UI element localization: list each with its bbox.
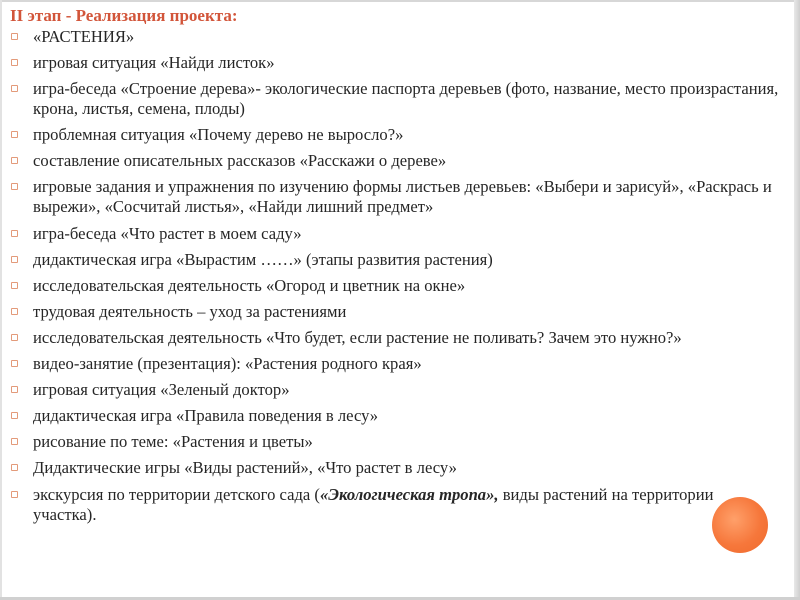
list-item <box>10 250 780 270</box>
list-item-text-part1: экскурсия по территории детского сада ( <box>33 484 320 504</box>
bullet-icon <box>11 33 18 40</box>
list-item-text: игра-беседа «Строение дерева»- экологические паспорта деревьев (фото, название, место произрастания, крона, листья, семена, плоды) <box>33 79 779 119</box>
list-item <box>10 406 780 426</box>
bullet-icon <box>11 183 18 190</box>
bullet-icon <box>11 157 18 164</box>
bullet-icon <box>11 131 18 138</box>
list-item-text: проблемная ситуация «Почему дерево не выросло?» <box>33 125 404 145</box>
bullet-icon <box>11 334 18 341</box>
list-item-text: Дидактические игры «Виды растений», «Что растет в лесу» <box>33 458 457 478</box>
list-item-text: дидактическая игра «Правила поведения в лесу» <box>33 406 379 426</box>
slide-frame-left <box>0 0 2 600</box>
list-item <box>10 432 780 452</box>
list-item-text: «РАСТЕНИЯ» <box>33 27 135 46</box>
list-item-text-part2: виды растений на территории участка). <box>33 484 714 524</box>
bullet-icon <box>11 438 18 445</box>
list-item-text: рисование по теме: «Растения и цветы» <box>33 432 313 452</box>
list-item-excursion <box>10 485 780 525</box>
list-item <box>10 53 780 73</box>
list-item <box>10 27 780 47</box>
bullet-icon <box>11 282 18 289</box>
ecological-path-emphasis: «Экологическая тропа», <box>319 484 499 504</box>
list-item-text: игровые задания и упражнения по изучению формы листьев деревьев: «Выбери и зарисуй», «Раскрась и вырежи», «Сосчитай листья», «Найди лишний предмет» <box>33 177 772 217</box>
bullet-icon <box>11 491 18 498</box>
bullet-icon <box>11 360 18 367</box>
list-item-text: исследовательская деятельность «Что будет, если растение не поливать? Зачем это нужно?» <box>33 327 682 347</box>
bullet-icon <box>11 256 18 263</box>
bullet-icon <box>11 308 18 315</box>
list-item <box>10 125 780 145</box>
bullet-icon <box>11 230 18 237</box>
bullet-icon <box>11 59 18 66</box>
list-item <box>10 276 780 296</box>
list-item-text: игровая ситуация «Зеленый доктор» <box>33 380 290 400</box>
list-item-text: игра-беседа «Что растет в моем саду» <box>33 223 302 243</box>
bullet-icon <box>11 386 18 393</box>
bullet-icon <box>11 85 18 92</box>
list-item <box>10 302 780 322</box>
list-item <box>10 151 780 171</box>
list-item-text: видео-занятие (презентация): «Растения родного края» <box>33 354 422 374</box>
list-item <box>10 380 780 400</box>
bullet-icon <box>11 412 18 419</box>
list-item-text: игровая ситуация «Найди листок» <box>33 53 275 73</box>
list-item-text: трудовая деятельность – уход за растениями <box>33 301 347 321</box>
bullet-list <box>10 27 780 531</box>
list-item-text: составление описательных рассказов «Расскажи о дереве» <box>33 151 447 171</box>
list-item <box>10 79 780 119</box>
bullet-icon <box>11 464 18 471</box>
slide-frame-right <box>794 0 800 600</box>
list-item <box>10 224 780 244</box>
list-item <box>10 458 780 478</box>
list-item-text: исследовательская деятельность «Огород и цветник на окне» <box>33 275 466 295</box>
list-item <box>10 354 780 374</box>
list-item-text: дидактическая игра «Вырастим ……» (этапы развития растения) <box>33 249 493 269</box>
list-item <box>10 177 780 217</box>
slide-title: II этап - Реализация проекта: <box>10 6 238 25</box>
slide-frame-top <box>0 0 800 2</box>
list-item <box>10 328 780 348</box>
